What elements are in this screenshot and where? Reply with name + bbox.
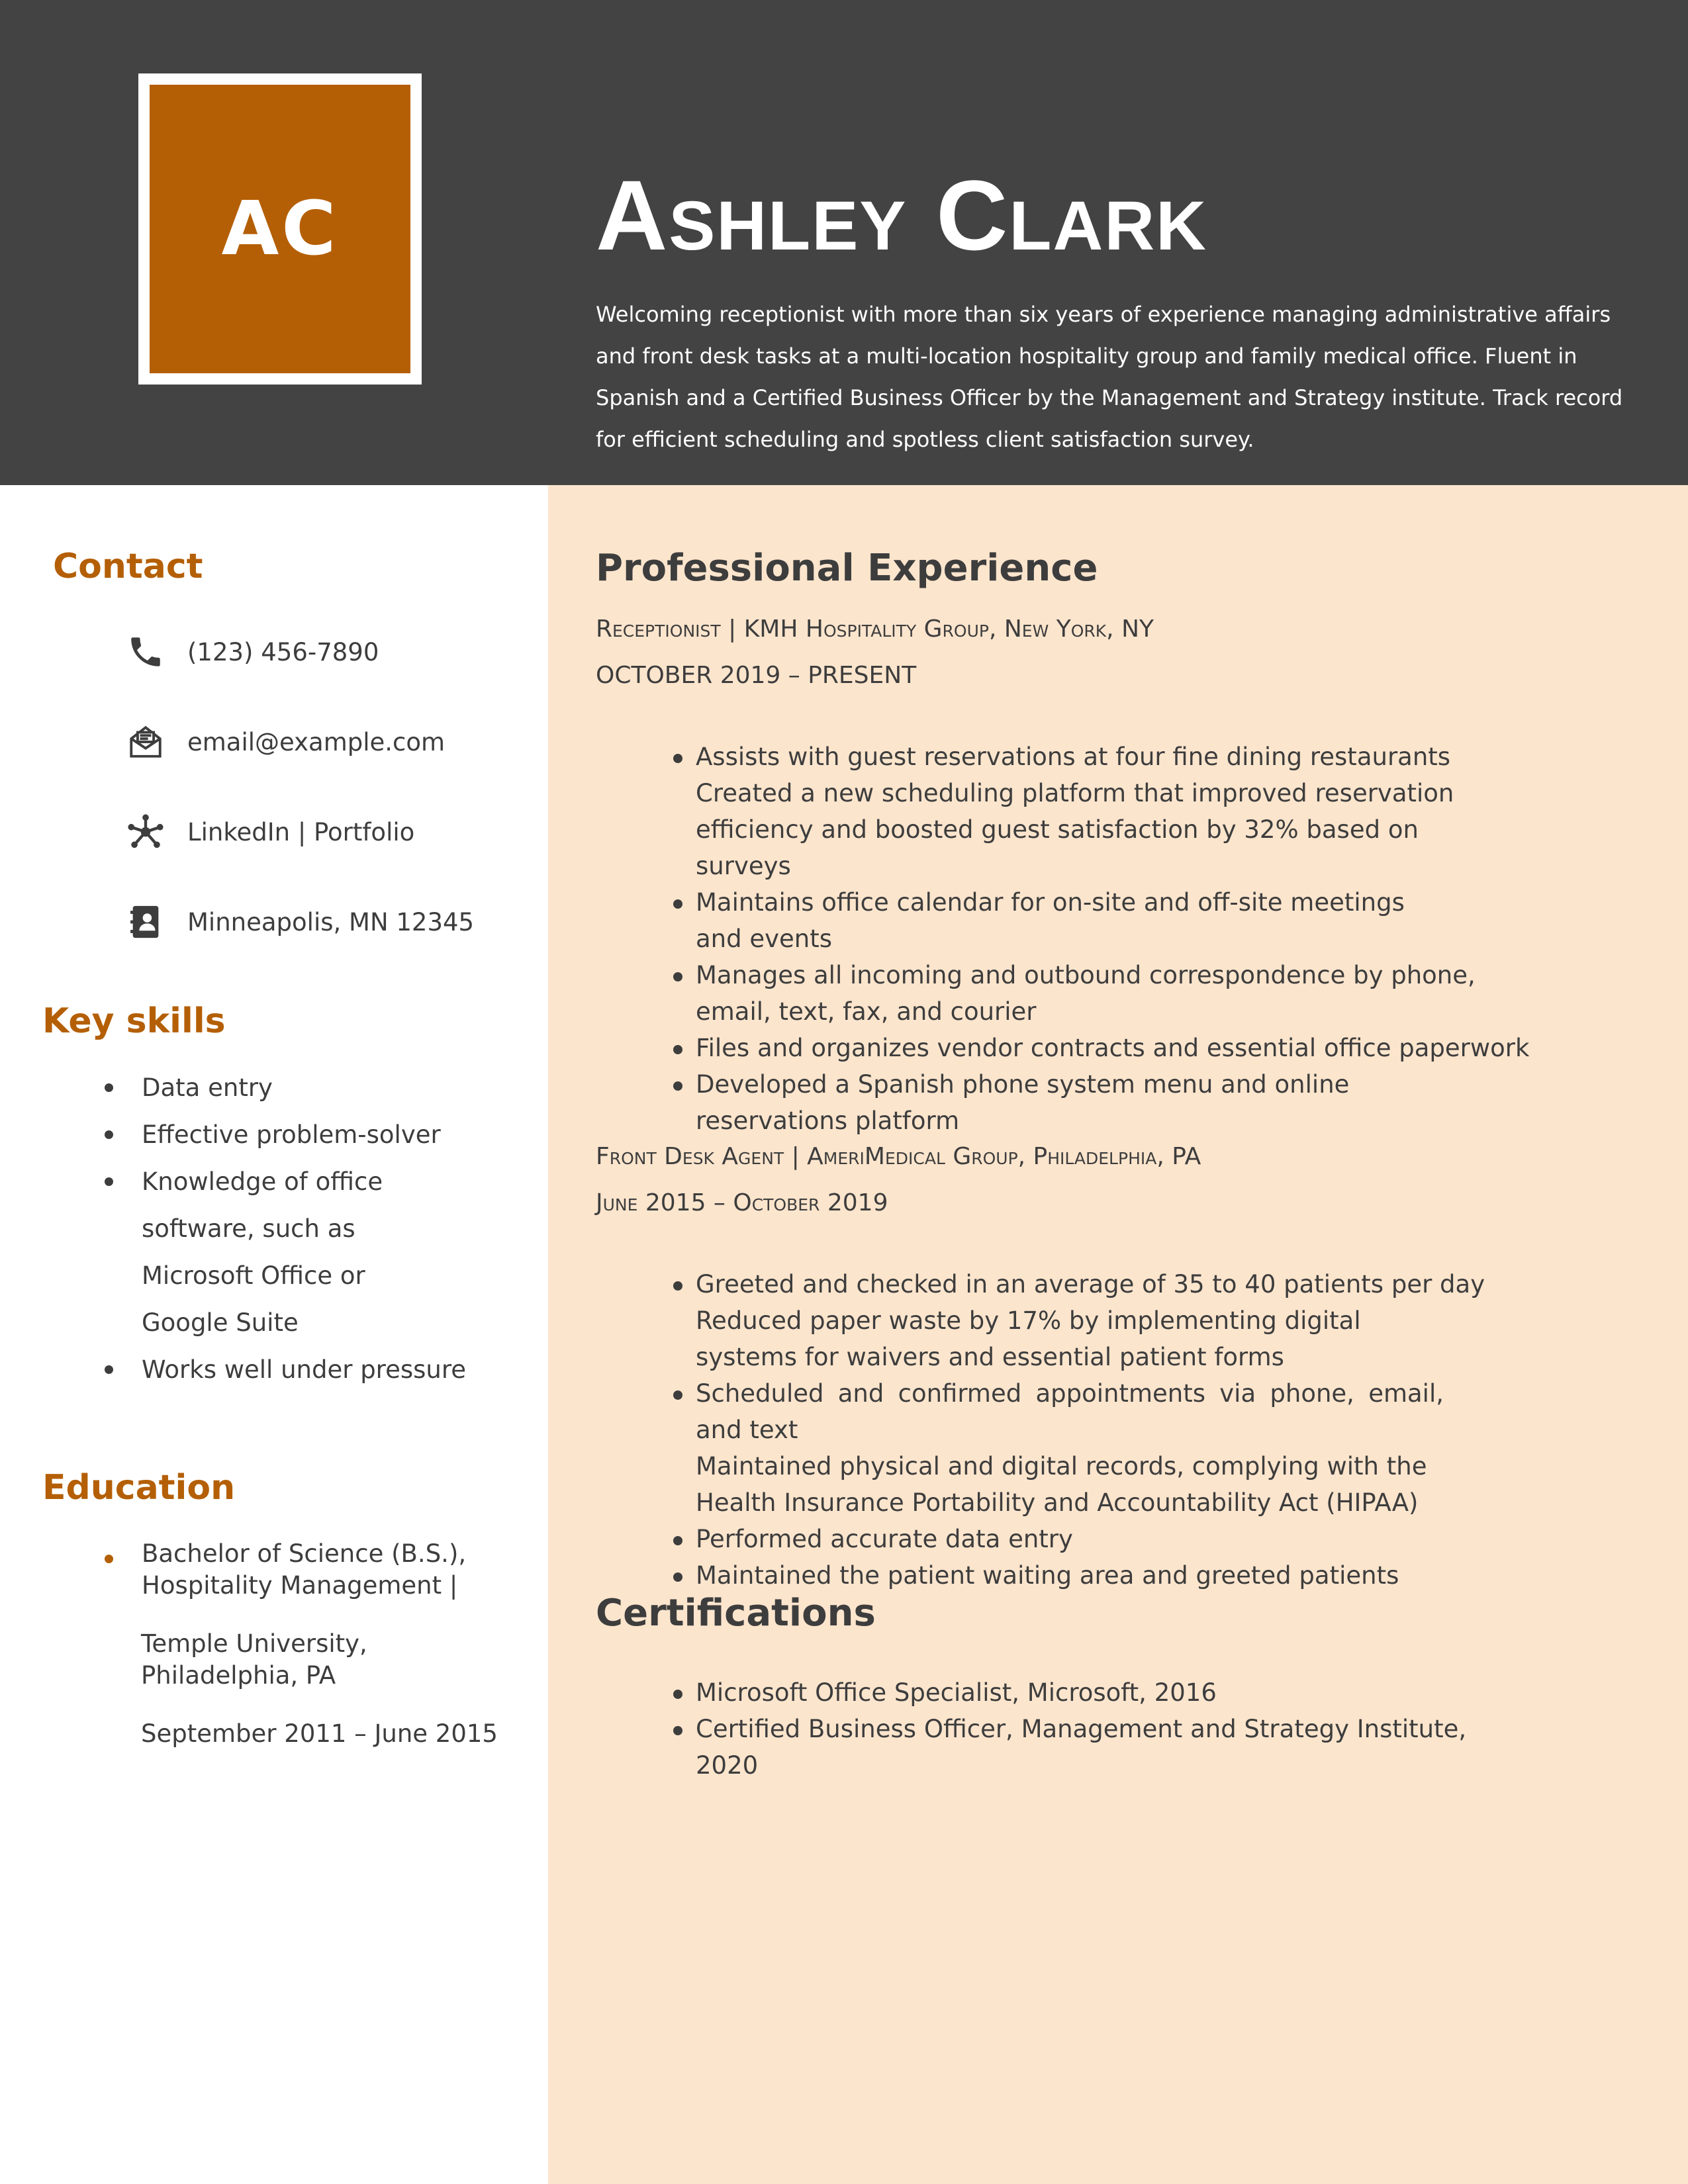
certification-item: Certified Business Officer, Management and Strategy Institute, 2020 (673, 1711, 1534, 1784)
job-bullet: Developed a Spanish phone system menu and online reservations platform (673, 1066, 1457, 1139)
job-heading: Receptionist | KMH Hospitality Group, New York, NY (596, 615, 1154, 643)
network-icon (122, 809, 169, 855)
job-bullet: Created a new scheduling platform that improved reservation efficiency and boosted guest satisfaction by 32% based on surveys (696, 779, 1454, 880)
experience-title: Professional Experience (596, 547, 1098, 590)
education-list (106, 1538, 486, 1602)
contact-phone (122, 629, 379, 675)
job-bullet: Scheduled and confirmed appointments via phone, email, and text (673, 1375, 1444, 1448)
job-bullet: Assists with guest reservations at four fine dining restaurants (673, 739, 1534, 775)
job-bullet: Maintains office calendar for on-site and off-site meetings and events (673, 884, 1444, 957)
contact-location (122, 899, 474, 945)
phone-icon (122, 629, 169, 675)
job-bullets (673, 1266, 1534, 1594)
education-dates: September 2011 – June 2015 (141, 1719, 498, 1748)
skill-item: Works well under pressure (106, 1346, 512, 1393)
contact-title: Contact (53, 547, 203, 586)
job-bullets (673, 739, 1534, 1139)
phone-text: (123) 456-7890 (187, 637, 379, 666)
envelope-icon (122, 719, 169, 765)
job-dates: OCTOBER 2019 – PRESENT (596, 662, 917, 689)
monogram-frame (138, 73, 422, 385)
education-school: Temple University, Philadelphia, PA (141, 1629, 367, 1690)
skill-item: Data entry (106, 1064, 512, 1111)
candidate-name: Ashley Clark (596, 159, 1208, 271)
job-bullet: Reduced paper waste by 17% by implementing digital systems for waivers and essential patient forms (696, 1306, 1361, 1371)
contact-links (122, 809, 414, 855)
certification-item: Microsoft Office Specialist, Microsoft, 2016 (673, 1674, 1534, 1711)
skills-list (106, 1064, 512, 1393)
job-bullet: Greeted and checked in an average of 35 to 40 patients per day (673, 1266, 1534, 1302)
job-bullet: Maintained physical and digital records, complying with the Health Insurance Portability and Accountability Act (HIPAA) (696, 1452, 1427, 1517)
address-book-icon (122, 899, 169, 945)
education-title: Education (42, 1468, 236, 1508)
skills-title: Key skills (42, 1001, 226, 1041)
education-degree: Bachelor of Science (B.S.), Hospitality Management | (106, 1538, 486, 1602)
certifications-title: Certifications (596, 1592, 876, 1635)
job-bullet: Performed accurate data entry (673, 1521, 1534, 1557)
monogram: AC (150, 85, 410, 373)
links-text[interactable]: LinkedIn | Portfolio (187, 817, 415, 846)
job-bullet: Files and organizes vendor contracts and essential office paperwork (673, 1030, 1534, 1066)
header (0, 0, 1688, 485)
job-heading: Front Desk Agent | AmeriMedical Group, Philadelphia, PA (596, 1143, 1201, 1170)
email-text[interactable]: email@example.com (187, 727, 445, 756)
job-dates: June 2015 – October 2019 (596, 1189, 888, 1216)
contact-email (122, 719, 445, 765)
job-bullet: Manages all incoming and outbound correspondence by phone, email, text, fax, and courier (673, 957, 1510, 1030)
skill-item: Knowledge of office software, such as Microsoft Office or Google Suite (106, 1158, 433, 1346)
location-text: Minneapolis, MN 12345 (187, 907, 475, 936)
job-bullet: Maintained the patient waiting area and greeted patients (673, 1557, 1534, 1594)
summary: Welcoming receptionist with more than six years of experience managing administrative affairs and front desk tasks at a multi-location hospitality group and family medical office. Fluent in Spanish and a Certified Business Officer by the Management and Strategy institute. Track record for efficient scheduling and spotless client satisfaction survey. (596, 302, 1623, 452)
certifications-list (673, 1674, 1534, 1784)
skill-item: Effective problem-solver (106, 1111, 512, 1158)
